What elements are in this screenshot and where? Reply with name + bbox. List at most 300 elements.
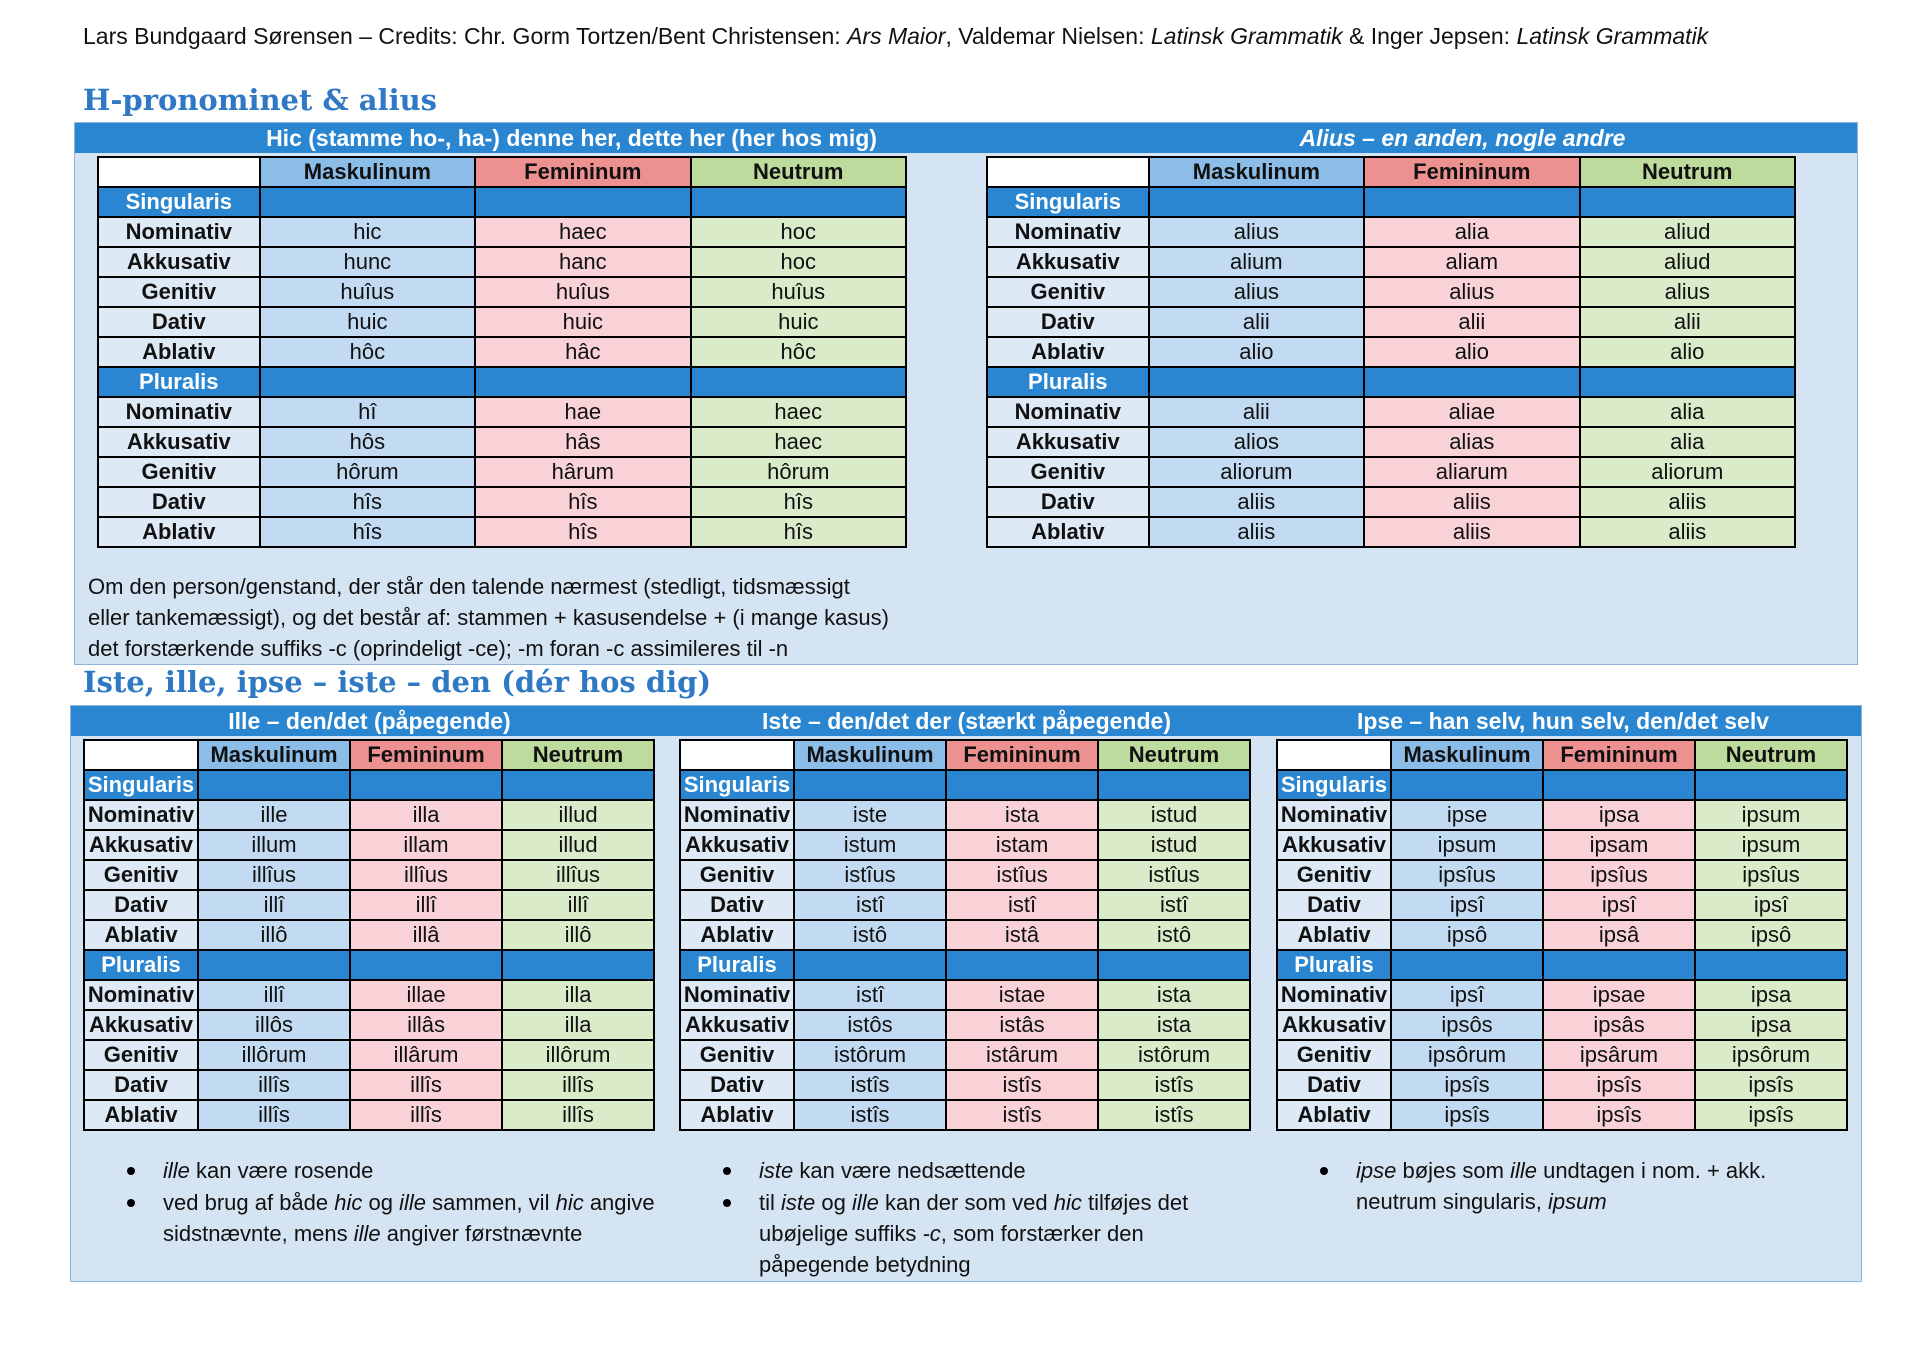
table-row [84,920,654,950]
section-title-h-pronominet: H-pronominet & alius [83,83,438,117]
form-maskulinum: illum [198,830,350,860]
case-label: Akkusativ [987,247,1149,277]
form-maskulinum: hî [260,397,475,427]
case-label: Ablativ [1277,920,1391,950]
table-row [84,1010,654,1040]
header-femininum: Femininum [1364,157,1579,187]
form-femininum: alia [1364,217,1579,247]
case-label: Nominativ [987,397,1149,427]
case-label: Genitiv [98,277,260,307]
form-maskulinum: ille [198,800,350,830]
form-maskulinum: hôs [260,427,475,457]
book-title: Latinsk Grammatik [1516,23,1709,49]
form-maskulinum: alius [1149,217,1364,247]
number-row-plural [98,367,906,397]
number-fill [198,950,350,980]
header-neutrum: Neutrum [1695,740,1847,770]
form-femininum: alias [1364,427,1579,457]
table-row [84,1070,654,1100]
number-label: Singularis [98,187,260,217]
group-header-iste: Iste – den/det der (stærkt påpegende) [668,706,1265,736]
form-maskulinum: illîus [198,860,350,890]
case-label: Akkusativ [84,1010,198,1040]
number-fill [1149,187,1364,217]
form-neutrum: illîus [502,860,654,890]
form-femininum: alio [1364,337,1579,367]
form-neutrum: aliis [1580,517,1795,547]
table-row [680,1010,1250,1040]
form-femininum: hîs [475,487,690,517]
note-line: det forstærkende suffiks -c (oprindeligt -ce); -m foran -c assimileres til -n [88,636,789,661]
form-femininum: ipsî [1543,890,1695,920]
header-femininum: Femininum [475,157,690,187]
number-fill [946,950,1098,980]
number-row-plural [1277,950,1847,980]
form-maskulinum: ipsîus [1391,860,1543,890]
corner-cell [987,157,1149,187]
header-maskulinum: Maskulinum [198,740,350,770]
number-fill [475,187,690,217]
form-maskulinum: istô [794,920,946,950]
latin-word: -c [922,1221,941,1246]
form-femininum: istî [946,890,1098,920]
form-maskulinum: istum [794,830,946,860]
case-label: Ablativ [680,1100,794,1130]
table-row [98,427,906,457]
panel-iste-ille-ipse [70,705,1862,1282]
header-neutrum: Neutrum [691,157,906,187]
credits-text: – Credits: Chr. Gorm Tortzen/Bent Christensen: [352,23,848,49]
form-femininum: illâs [350,1010,502,1040]
form-maskulinum: ipsî [1391,980,1543,1010]
table-row [987,307,1795,337]
form-neutrum: istôrum [1098,1040,1250,1070]
form-neutrum: ipsum [1695,800,1847,830]
case-label: Dativ [98,307,260,337]
latin-word: ille [399,1190,426,1215]
form-femininum: istam [946,830,1098,860]
form-neutrum: hôrum [691,457,906,487]
form-maskulinum: istîs [794,1070,946,1100]
bullet-text: kan være nedsættende [793,1158,1026,1183]
form-femininum: illârum [350,1040,502,1070]
form-neutrum: illîs [502,1100,654,1130]
form-femininum: hîs [475,517,690,547]
form-neutrum: ista [1098,1010,1250,1040]
form-neutrum: illîs [502,1070,654,1100]
form-maskulinum: aliis [1149,517,1364,547]
form-femininum: aliis [1364,517,1579,547]
bullet-item [115,1155,655,1186]
case-label: Genitiv [1277,1040,1391,1070]
number-fill [1364,367,1579,397]
form-neutrum: alio [1580,337,1795,367]
form-neutrum: istud [1098,830,1250,860]
form-neutrum: hoc [691,247,906,277]
bullet-text: ved brug af både [163,1190,335,1215]
form-neutrum: istud [1098,800,1250,830]
number-label: Singularis [1277,770,1391,800]
number-fill [946,770,1098,800]
form-femininum: illîs [350,1100,502,1130]
table-row [680,800,1250,830]
form-femininum: aliis [1364,487,1579,517]
form-neutrum: ipsa [1695,1010,1847,1040]
table-row [987,427,1795,457]
form-maskulinum: illôs [198,1010,350,1040]
latin-word: ipsum [1547,1189,1607,1214]
table-row [1277,890,1847,920]
note-line: Om den person/genstand, der står den talende nærmest (stedligt, tidsmæssigt [88,574,850,599]
group-header-ipse: Ipse – han selv, hun selv, den/det selv [1265,706,1861,736]
case-label: Akkusativ [98,427,260,457]
table-row [680,1100,1250,1130]
table-row [1277,1070,1847,1100]
number-row-singular [680,770,1250,800]
form-neutrum: illôrum [502,1040,654,1070]
table-row [98,517,906,547]
table-row [1277,1100,1847,1130]
header-femininum: Femininum [1543,740,1695,770]
case-label: Dativ [1277,1070,1391,1100]
decl-table-ipse [1276,739,1848,1131]
header-neutrum: Neutrum [1098,740,1250,770]
table-header-row [987,157,1795,187]
form-neutrum: istô [1098,920,1250,950]
case-label: Akkusativ [680,1010,794,1040]
iste-notes [711,1155,1251,1281]
form-maskulinum: istôrum [794,1040,946,1070]
header-maskulinum: Maskulinum [1149,157,1364,187]
corner-cell [84,740,198,770]
table-row [98,247,906,277]
table-header-row [98,157,906,187]
form-maskulinum: ipse [1391,800,1543,830]
form-neutrum: aliorum [1580,457,1795,487]
bullet-text: og [815,1190,852,1215]
credits-line [83,22,1863,50]
form-maskulinum: ipsôrum [1391,1040,1543,1070]
form-femininum: hâc [475,337,690,367]
number-fill [691,367,906,397]
case-label: Ablativ [84,920,198,950]
form-femininum: illâ [350,920,502,950]
table-header-row [84,740,654,770]
header-neutrum: Neutrum [1580,157,1795,187]
form-maskulinum: illôrum [198,1040,350,1070]
header-maskulinum: Maskulinum [260,157,475,187]
form-maskulinum: iste [794,800,946,830]
case-label: Ablativ [987,337,1149,367]
case-label: Nominativ [987,217,1149,247]
note-line: eller tankemæssigt), og det består af: stammen + kasusendelse + (i mange kasus) [88,605,889,630]
ille-notes [115,1155,655,1250]
form-neutrum: hôc [691,337,906,367]
table-row [987,487,1795,517]
case-label: Nominativ [98,397,260,427]
bullet-text: angiver førstnævnte [380,1221,583,1246]
case-label: Akkusativ [1277,830,1391,860]
form-neutrum: alii [1580,307,1795,337]
form-maskulinum: istîus [794,860,946,890]
case-label: Nominativ [680,980,794,1010]
table-row [680,890,1250,920]
bullet-text: undtagen i nom. + akk. neutrum singularis, [1356,1158,1767,1214]
form-neutrum: haec [691,427,906,457]
form-femininum: istae [946,980,1098,1010]
number-fill [350,770,502,800]
number-fill [260,187,475,217]
case-label: Dativ [987,307,1149,337]
table-row [98,217,906,247]
form-femininum: ipsârum [1543,1040,1695,1070]
form-maskulinum: alii [1149,307,1364,337]
case-label: Genitiv [680,860,794,890]
bullet-text: og [362,1190,400,1215]
latin-word: ille [1510,1158,1537,1183]
number-fill [502,770,654,800]
number-fill [502,950,654,980]
number-fill [794,950,946,980]
hic-note [88,571,1048,664]
corner-cell [1277,740,1391,770]
case-label: Genitiv [98,457,260,487]
table-row [84,1100,654,1130]
table-row [987,457,1795,487]
form-neutrum: ipsôrum [1695,1040,1847,1070]
case-label: Genitiv [987,457,1149,487]
table-row [680,920,1250,950]
case-label: Akkusativ [98,247,260,277]
form-neutrum: illud [502,800,654,830]
bullet-text: sammen, vil [425,1190,556,1215]
table-row [987,247,1795,277]
table-row [98,487,906,517]
table-row [987,277,1795,307]
case-label: Dativ [1277,890,1391,920]
form-maskulinum: hic [260,217,475,247]
case-label: Ablativ [1277,1100,1391,1130]
header-maskulinum: Maskulinum [1391,740,1543,770]
decl-table-alius [986,156,1796,548]
form-neutrum: illud [502,830,654,860]
case-label: Ablativ [84,1100,198,1130]
case-label: Genitiv [1277,860,1391,890]
form-femininum: illae [350,980,502,1010]
form-femininum: illîus [350,860,502,890]
table-row [98,277,906,307]
number-fill [1391,770,1543,800]
latin-word: ille [163,1158,190,1183]
number-fill [1543,950,1695,980]
number-fill [1580,367,1795,397]
table-row [1277,980,1847,1010]
case-label: Ablativ [680,920,794,950]
number-fill [794,770,946,800]
form-neutrum: istîs [1098,1100,1250,1130]
form-maskulinum: alii [1149,397,1364,427]
form-neutrum: ipsa [1695,980,1847,1010]
book-title: Latinsk Grammatik [1150,23,1343,49]
case-label: Akkusativ [680,830,794,860]
form-neutrum: ipsum [1695,830,1847,860]
form-femininum: illa [350,800,502,830]
table-row [987,517,1795,547]
number-row-singular [84,770,654,800]
form-neutrum: huic [691,307,906,337]
group-header-hic: Hic (stamme ho-, ha-) denne her, dette her (her hos mig) [75,123,1068,153]
number-label: Pluralis [98,367,260,397]
case-label: Akkusativ [1277,1010,1391,1040]
form-maskulinum: illô [198,920,350,950]
number-row-singular [987,187,1795,217]
case-label: Nominativ [84,980,198,1010]
decl-table-iste [679,739,1251,1131]
bullet-text: til [759,1190,781,1215]
case-label: Ablativ [987,517,1149,547]
number-label: Singularis [680,770,794,800]
number-fill [1543,770,1695,800]
form-femininum: ipsam [1543,830,1695,860]
ipse-notes [1308,1155,1848,1218]
form-neutrum: istî [1098,890,1250,920]
table-row [84,1040,654,1070]
table-row [98,337,906,367]
form-neutrum: aliis [1580,487,1795,517]
form-maskulinum: istî [794,890,946,920]
form-maskulinum: illî [198,890,350,920]
bullet-item [711,1155,1251,1186]
table-row [1277,860,1847,890]
table-row [987,217,1795,247]
form-femininum: istîs [946,1100,1098,1130]
latin-word: iste [781,1190,816,1215]
number-row-singular [98,187,906,217]
number-fill [1391,950,1543,980]
form-maskulinum: hîs [260,517,475,547]
section-title-iste-ille-ipse: Iste, ille, ipse – iste – den (dér hos dig) [83,665,712,699]
form-neutrum: haec [691,397,906,427]
table-row [1277,1010,1847,1040]
table-row [98,457,906,487]
table-row [987,337,1795,367]
decl-table-ille [83,739,655,1131]
form-femininum: haec [475,217,690,247]
table-row [98,307,906,337]
form-femininum: hanc [475,247,690,277]
credits-text: & Inger Jepsen: [1342,23,1517,49]
form-femininum: ista [946,800,1098,830]
case-label: Ablativ [98,337,260,367]
form-maskulinum: aliorum [1149,457,1364,487]
latin-word: ille [353,1221,381,1246]
number-label: Pluralis [84,950,198,980]
bullet-text: tilføjes det ubøjelige suffiks [759,1190,1189,1246]
form-maskulinum: alio [1149,337,1364,367]
number-label: Pluralis [680,950,794,980]
case-label: Dativ [680,890,794,920]
form-maskulinum: aliis [1149,487,1364,517]
table-row [84,860,654,890]
author: Lars Bundgaard Sørensen [83,23,353,49]
form-femininum: ipsae [1543,980,1695,1010]
case-label: Dativ [987,487,1149,517]
form-femininum: huîus [475,277,690,307]
number-label: Singularis [987,187,1149,217]
case-label: Dativ [84,1070,198,1100]
latin-word: iste [759,1158,794,1183]
table-row [84,830,654,860]
form-neutrum: illa [502,1010,654,1040]
form-neutrum: alia [1580,397,1795,427]
form-femininum: istîus [946,860,1098,890]
form-maskulinum: istî [794,980,946,1010]
form-neutrum: hîs [691,517,906,547]
form-femininum: istâs [946,1010,1098,1040]
table-row [1277,830,1847,860]
number-fill [198,770,350,800]
case-label: Dativ [98,487,260,517]
form-femininum: ipsîs [1543,1100,1695,1130]
table-row [680,860,1250,890]
table-header-row [680,740,1250,770]
case-label: Ablativ [98,517,260,547]
form-neutrum: aliud [1580,247,1795,277]
form-neutrum: ipsî [1695,890,1847,920]
form-neutrum: ipsô [1695,920,1847,950]
form-maskulinum: illî [198,980,350,1010]
decl-table-hic [97,156,907,548]
number-fill [1098,770,1250,800]
case-label: Nominativ [680,800,794,830]
number-fill [1364,187,1579,217]
form-neutrum: ipsîs [1695,1070,1847,1100]
form-maskulinum: istôs [794,1010,946,1040]
form-neutrum: huîus [691,277,906,307]
form-maskulinum: alius [1149,277,1364,307]
case-label: Nominativ [84,800,198,830]
case-label: Nominativ [1277,800,1391,830]
header-femininum: Femininum [350,740,502,770]
form-femininum: hârum [475,457,690,487]
form-neutrum: ipsîus [1695,860,1847,890]
form-femininum: aliae [1364,397,1579,427]
case-label: Dativ [680,1070,794,1100]
bullet-item [1308,1155,1848,1217]
form-femininum: alii [1364,307,1579,337]
number-row-plural [84,950,654,980]
number-fill [1098,950,1250,980]
form-maskulinum: ipsô [1391,920,1543,950]
form-femininum: ipsîs [1543,1070,1695,1100]
case-label: Genitiv [987,277,1149,307]
form-maskulinum: illîs [198,1070,350,1100]
case-label: Akkusativ [987,427,1149,457]
case-label: Genitiv [84,860,198,890]
case-label: Akkusativ [84,830,198,860]
form-maskulinum: ipsî [1391,890,1543,920]
bullet-item [115,1187,655,1249]
table-row [1277,920,1847,950]
case-label: Nominativ [1277,980,1391,1010]
bullet-text: kan der som ved [878,1190,1054,1215]
book-title: Ars Maior [847,23,946,49]
form-maskulinum: huîus [260,277,475,307]
form-neutrum: hoc [691,217,906,247]
table-row [680,830,1250,860]
form-femininum: ipsâ [1543,920,1695,950]
group-header-alius: Alius – en anden, nogle andre [1068,123,1857,153]
